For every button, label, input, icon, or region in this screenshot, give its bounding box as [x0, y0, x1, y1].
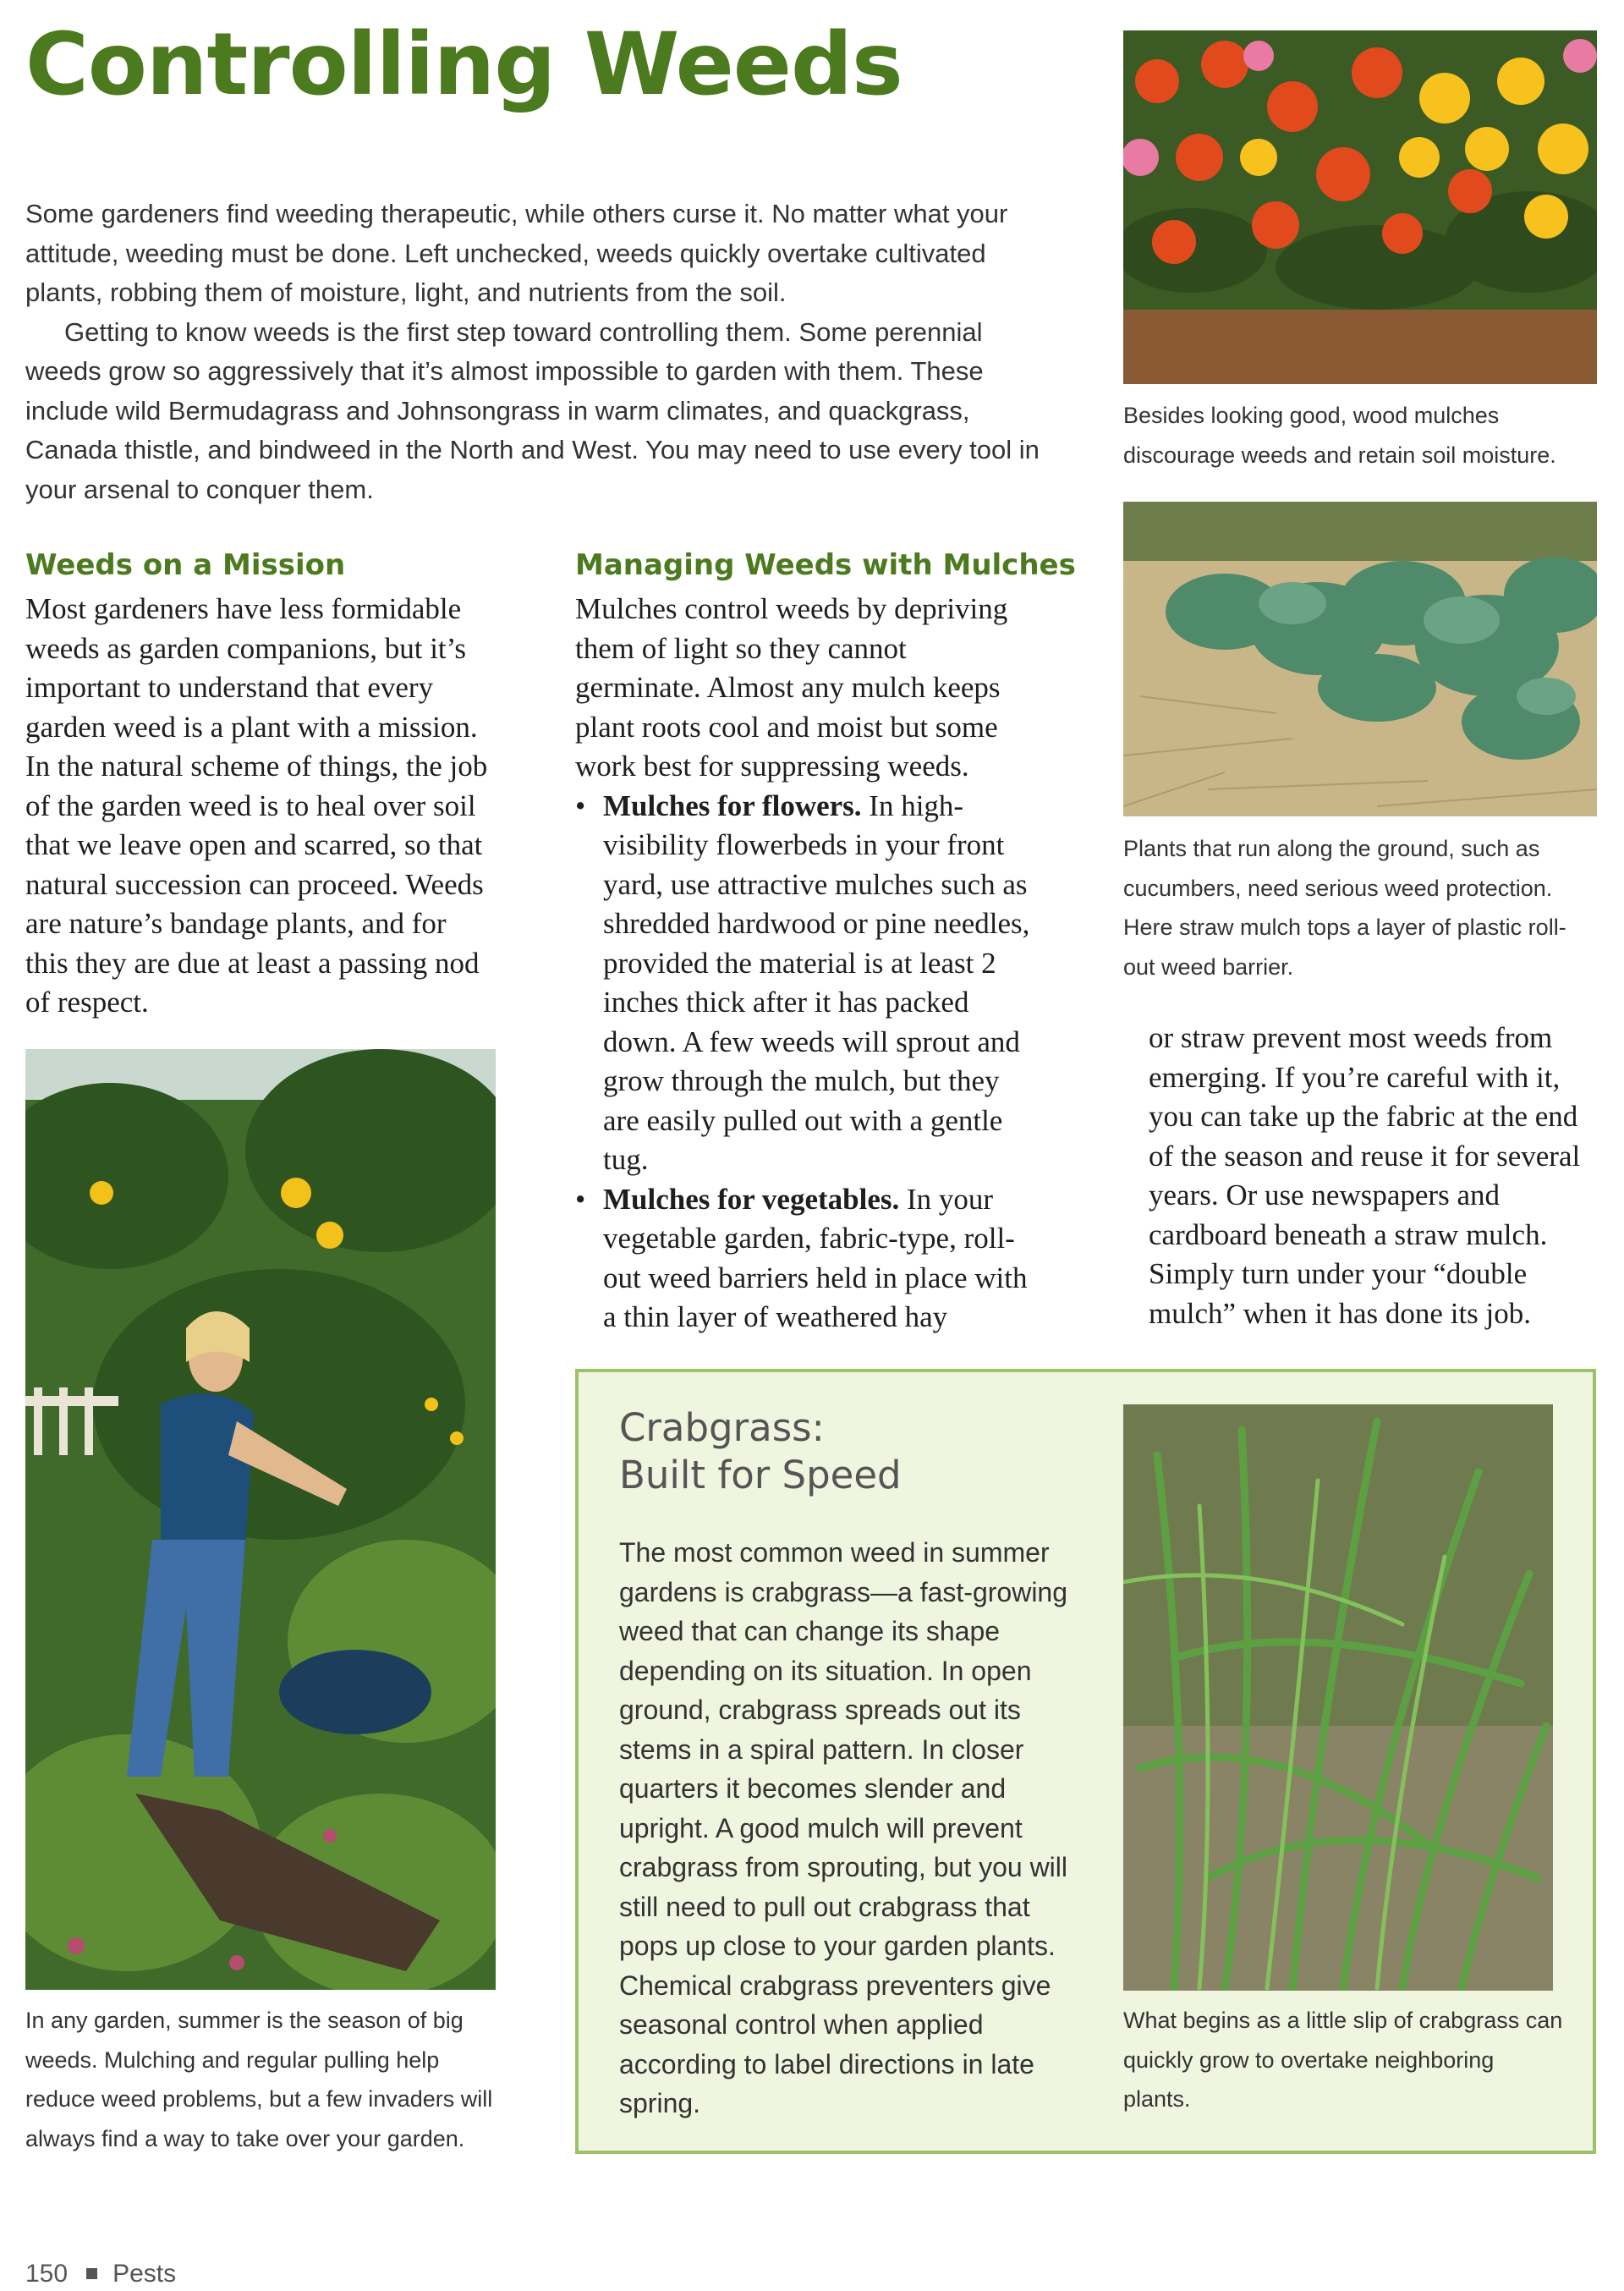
bullet-lead: Mulches for flowers. — [603, 788, 862, 822]
continuation-paragraph: or straw prevent most weeds from emerging. If you’re careful with it, you can take up the fabric at the end of the season and reuse it for several years. Or use newspapers and cardboard beneath a straw mulch. Simply turn under your “double mulch” when it has done its job. — [1149, 1021, 1581, 1330]
crabgrass-photo — [1123, 1404, 1553, 1991]
page-number: 150 — [25, 2260, 69, 2288]
sidebar-heading-line-1: Crabgrass: — [619, 1405, 825, 1450]
list-item — [575, 1180, 1036, 1338]
section-name: Pests — [112, 2260, 177, 2288]
gardener-photo — [25, 1049, 496, 1990]
bullet-text: In your vegetable garden, fabric-type, roll-out weed barriers held in place with a thin layer of weathered hay — [603, 1182, 1028, 1333]
mulches-continuation — [1149, 1019, 1597, 1333]
zinnia-photo — [1123, 30, 1597, 384]
bullet-lead: Mulches for vegetables. — [603, 1182, 900, 1216]
mulches-heading: Managing Weeds with Mulches — [575, 548, 1076, 582]
cucumber-caption: Plants that run along the ground, such as cucumbers, need serious weed protection. Here straw mulch tops a layer of plastic roll-out weed barrier. — [1123, 836, 1566, 980]
intro-text — [25, 195, 1053, 509]
gardener-caption: In any garden, summer is the season of big weeds. Mulching and regular pulling help reduce weed problems, but a few invaders will always find a way to take over your garden. — [25, 2008, 493, 2151]
cucumber-photo — [1123, 502, 1597, 816]
gardener-image — [25, 1049, 496, 1990]
mulches-intro: Mulches control weeds by depriving them of light so they cannot germinate. Almost any mulch keeps plant roots cool and moist but some work best for suppressing weeds. — [575, 592, 1008, 783]
bullet-icon: • — [575, 788, 586, 822]
page-footer — [25, 2261, 176, 2287]
zinnia-image — [1123, 30, 1597, 384]
cucumber-image — [1123, 502, 1597, 816]
sidebar-body: The most common weed in summer gardens is crabgrass—a fast-growing weed that can change its shape depending on its situation. In open ground, crabgrass spreads out its stems in a spiral pattern. In closer quarters it becomes slender and upright. A good mulch will prevent crabgrass from sprouting, but you will still need to pull out crabgrass that pops up close to your garden plants. Chemical crabgrass preventers give seasonal control when applied according to label directions in late spring. — [619, 1537, 1068, 2118]
crabgrass-image — [1123, 1404, 1553, 1991]
sidebar-heading-line-2: Built for Speed — [619, 1453, 902, 1497]
bullet-icon: • — [575, 1182, 586, 1216]
intro-paragraph-2: Getting to know weeds is the first step toward controlling them. Some perennial weeds grow so aggressively that it’s almost impossible to garden with them. These include wild Bermudagrass and Johnsongrass in warm climates, and quackgrass, Canada thistle, and bindweed in the North and West. You may need to use every tool in your arsenal to conquer them. — [25, 316, 1040, 504]
mission-paragraph: Most gardeners have less formidable weeds as garden companions, but it’s important to understand that every garden weed is a plant with a mission. In the natural scheme of things, the job of the garden weed is to heal over soil that we leave open and scarred, so that natural succession can proceed. Weeds are nature’s bandage plants, and for this they are due at least a passing nod of respect. — [25, 592, 488, 1019]
intro-paragraph-1: Some gardeners find weeding therapeutic, while others curse it. No matter what your attitude, weeding must be done. Left unchecked, weeds quickly overtake cultivated plants, robbing them of moisture, light, and nutrients from the soil. — [25, 199, 1008, 307]
mission-heading: Weeds on a Mission — [25, 548, 346, 582]
mission-body — [25, 590, 495, 1023]
page-title: Controlling Weeds — [25, 14, 903, 115]
mulches-body — [575, 590, 1036, 1338]
list-item — [575, 787, 1036, 1180]
crabgrass-caption: What begins as a little slip of crabgrass can quickly grow to overtake neighboring plants. — [1123, 2008, 1563, 2112]
bullet-text: In high-visibility flowerbeds in your front yard, use attractive mulches such as shredded hardwood or pine needles, provided the material is at least 2 inches thick after it has packed down. A few weeds will sprout and grow through the mulch, but they are easily pulled out with a gentle tug. — [603, 788, 1030, 1176]
square-bullet-icon — [86, 2268, 97, 2279]
zinnia-caption: Besides looking good, wood mulches discourage weeds and retain soil moisture. — [1123, 403, 1556, 468]
mulches-list — [575, 787, 1036, 1338]
sidebar-heading — [619, 1404, 1042, 1499]
